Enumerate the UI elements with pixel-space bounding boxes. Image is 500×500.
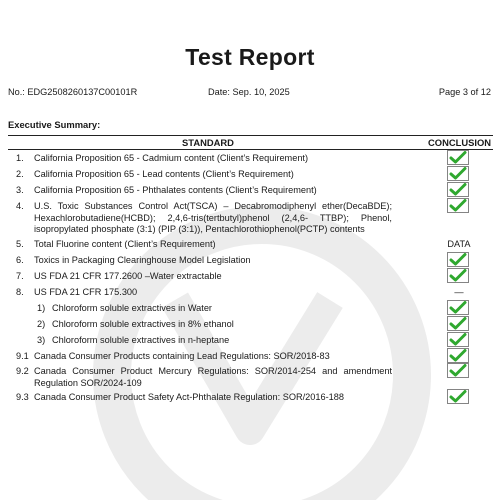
report-title: Test Report: [185, 44, 315, 70]
row-standard: U.S. Toxic Substances Control Act(TSCA) – Decabromodiphenyl ether(DecaBDE); Hexachlorobutadiene(HCBD); 2,4,6-tris(tertbutyl)phenol (2,4,6- TTBP); Phenol, isopropylated phosphate (3:1) (PIP (3:1)), Pentachlorothiophenol(PCTP) contents: [34, 201, 392, 235]
row-number: 3.: [16, 185, 24, 195]
check-icon: [447, 182, 469, 197]
check-icon: [447, 300, 469, 315]
row-number: 2.: [16, 169, 24, 179]
check-icon: [447, 332, 469, 347]
row-number: 9.3: [16, 392, 29, 402]
check-icon: [447, 389, 469, 404]
column-header-conclusion: CONCLUSION: [428, 137, 492, 148]
check-icon: [447, 252, 469, 267]
check-icon: [447, 316, 469, 331]
row-number: 2): [37, 319, 46, 329]
column-header-standard: STANDARD: [182, 137, 234, 148]
row-number: 9.2: [16, 366, 29, 376]
row-conclusion: DATA: [447, 239, 471, 249]
check-icon: [447, 150, 469, 165]
check-icon: [447, 348, 469, 363]
row-number: 1): [37, 303, 46, 313]
row-standard: US FDA 21 CFR 177.2600 –Water extractable: [34, 271, 222, 281]
row-standard: Total Fluorine content (Client’s Requirement): [34, 239, 216, 249]
row-standard: California Proposition 65 - Lead contents (Client’s Requirement): [34, 169, 294, 179]
row-standard: California Proposition 65 - Cadmium content (Client’s Requirement): [34, 153, 309, 163]
row-number: 4.: [16, 201, 24, 211]
report-date: Date: Sep. 10, 2025: [208, 87, 290, 97]
check-icon: [447, 363, 469, 378]
row-number: 3): [37, 335, 46, 345]
table-header-rule: [8, 149, 493, 150]
section-heading: Executive Summary:: [8, 119, 101, 130]
row-standard: Toxics in Packaging Clearinghouse Model Legislation: [34, 255, 251, 265]
check-icon: [447, 268, 469, 283]
row-number: 9.1: [16, 351, 29, 361]
row-standard: Chloroform soluble extractives in 8% ethanol: [52, 319, 234, 329]
row-number: 1.: [16, 153, 24, 163]
page-indicator: Page 3 of 12: [438, 87, 491, 97]
row-number: 7.: [16, 271, 24, 281]
row-number: 5.: [16, 239, 24, 249]
report-number: No.: EDG2508260137C00101R: [8, 87, 138, 97]
row-standard: US FDA 21 CFR 175.300: [34, 287, 138, 297]
row-number: 6.: [16, 255, 24, 265]
row-standard: California Proposition 65 - Phthalates contents (Client’s Requirement): [34, 185, 317, 195]
row-standard: Chloroform soluble extractives in Water: [52, 303, 212, 313]
check-icon: [447, 166, 469, 181]
row-number: 8.: [16, 287, 24, 297]
table-top-rule: [8, 135, 493, 136]
row-standard: Chloroform soluble extractives in n-heptane: [52, 335, 230, 345]
row-standard: Canada Consumer Product Mercury Regulations: SOR/2014-254 and amendment Regulation SOR/2024-109: [34, 366, 392, 388]
row-standard: Canada Consumer Products containing Lead Regulations: SOR/2018-83: [34, 351, 330, 361]
check-icon: [447, 198, 469, 213]
row-standard: Canada Consumer Product Safety Act-Phthalate Regulation: SOR/2016-188: [34, 392, 345, 402]
row-conclusion: —: [454, 287, 464, 297]
